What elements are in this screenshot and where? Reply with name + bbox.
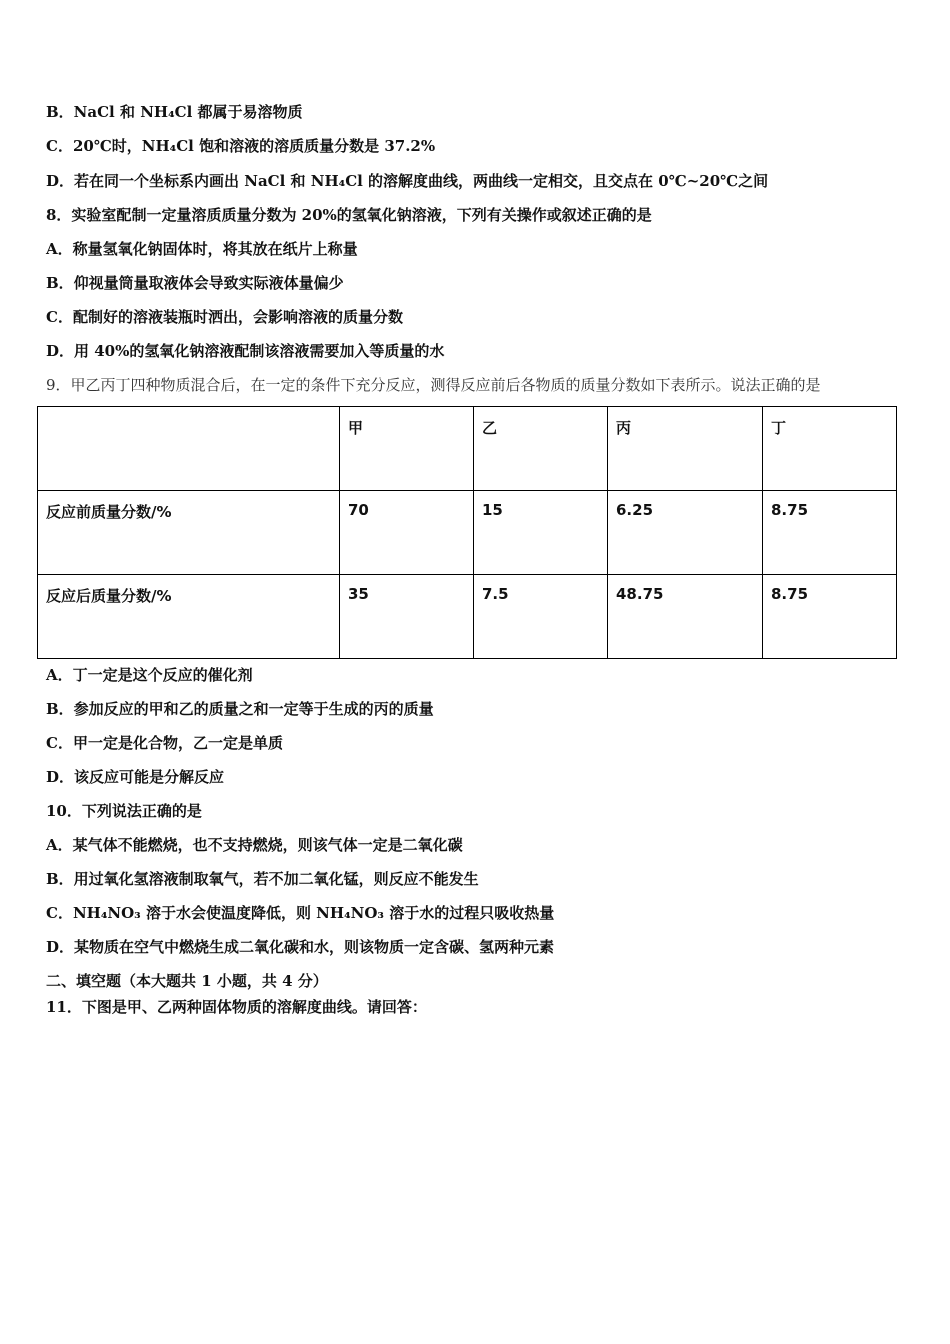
table-cell: 乙 [474,407,608,491]
table-cell: 48.75 [608,575,763,659]
q9-option-b: B．参加反应的甲和乙的质量之和一定等于生成的丙的质量 [46,700,434,718]
q10-option-c: C．NH₄NO₃ 溶于水会使温度降低，则 NH₄NO₃ 溶于水的过程只吸收热量 [46,904,555,922]
table-cell: 反应后质量分数/% [38,575,340,659]
option-c-20c: C．20℃时，NH₄Cl 饱和溶液的溶质质量分数是 37.2% [46,137,436,155]
q10-option-b: B．用过氧化氢溶液制取氧气，若不加二氧化锰，则反应不能发生 [46,870,479,888]
table-header-row [38,407,897,491]
table-row [38,491,897,575]
q8-option-a: A．称量氢氧化钠固体时，将其放在纸片上称量 [46,240,358,258]
q10-option-a: A．某气体不能燃烧，也不支持燃烧，则该气体一定是二氧化碳 [46,836,463,854]
option-d-curves: D．若在同一个坐标系内画出 NaCl 和 NH₄Cl 的溶解度曲线，两曲线一定相交，且交点在 0℃~20℃之间 [46,172,769,190]
table-cell [38,407,340,491]
table-cell: 甲 [340,407,474,491]
table-cell: 8.75 [763,491,897,575]
table-cell: 15 [474,491,608,575]
table-cell: 8.75 [763,575,897,659]
table-cell: 丁 [763,407,897,491]
q10-option-d: D．某物质在空气中燃烧生成二氧化碳和水，则该物质一定含碳、氢两种元素 [46,938,555,956]
q8-option-d: D．用 40%的氢氧化钠溶液配制该溶液需要加入等质量的水 [46,342,445,360]
option-b-nacl: B．NaCl 和 NH₄Cl 都属于易溶物质 [46,103,303,121]
question-10: 10．下列说法正确的是 [46,802,202,820]
section-heading-fill-in: 二、填空题（本大题共 1 小题，共 4 分） [46,972,328,990]
table-row [38,575,897,659]
q8-option-c: C．配制好的溶液装瓶时洒出，会影响溶液的质量分数 [46,308,403,326]
table-cell: 6.25 [608,491,763,575]
question-11: 11．下图是甲、乙两种固体物质的溶解度曲线。请回答： [46,998,427,1016]
table-cell: 反应前质量分数/% [38,491,340,575]
table-cell: 70 [340,491,474,575]
q9-option-c: C．甲一定是化合物，乙一定是单质 [46,734,283,752]
mass-fraction-table [37,406,897,659]
table-cell: 丙 [608,407,763,491]
q9-option-d: D．该反应可能是分解反应 [46,768,225,786]
table-cell: 7.5 [474,575,608,659]
q9-option-a: A．丁一定是这个反应的催化剂 [46,666,253,684]
question-8: 8．实验室配制一定量溶质质量分数为 20%的氢氧化钠溶液，下列有关操作或叙述正确的是 [46,206,652,224]
table-cell: 35 [340,575,474,659]
question-9: 9．甲乙丙丁四种物质混合后，在一定的条件下充分反应，测得反应前后各物质的质量分数如下表所示。说法正确的是 [46,376,821,394]
q8-option-b: B．仰视量筒量取液体会导致实际液体量偏少 [46,274,344,292]
